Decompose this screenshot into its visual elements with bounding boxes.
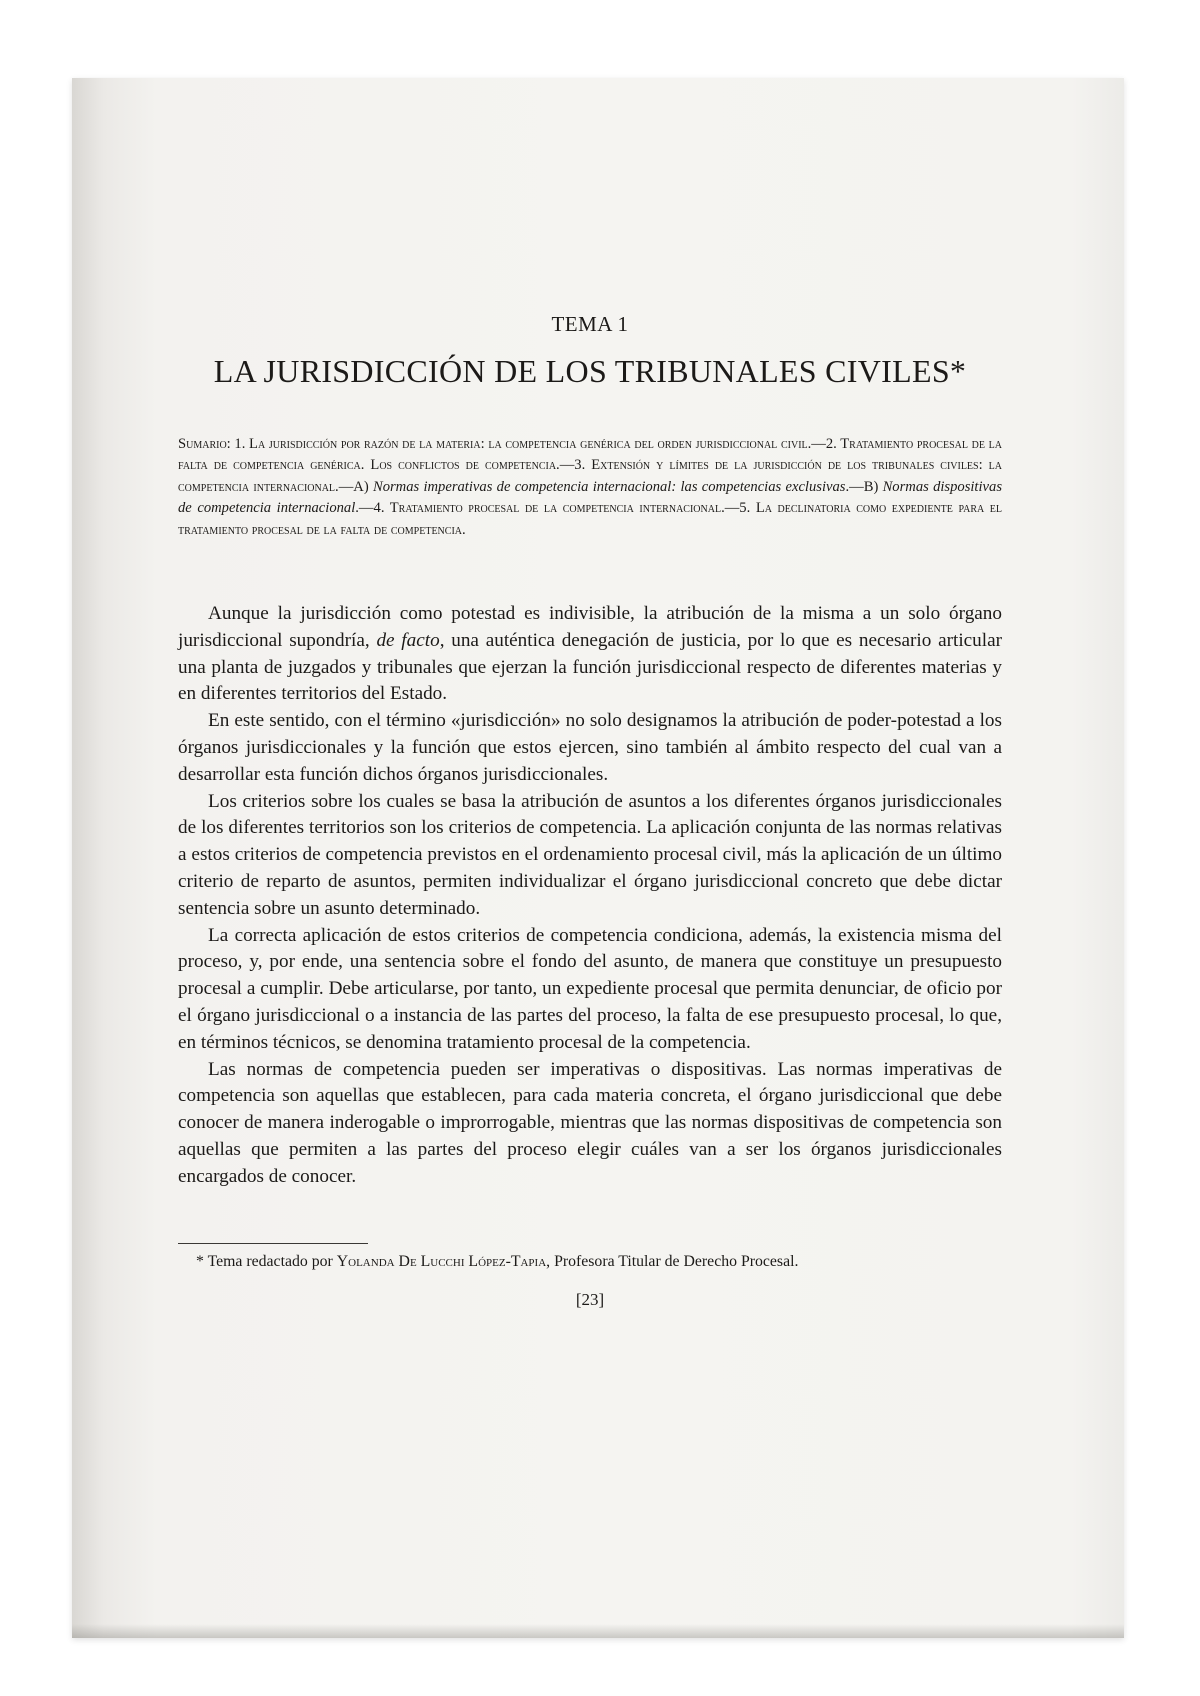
paragraph-1-text-b: , una auténtica denegación de justicia, por lo que es necesario articular una planta de juzgados y tribunales que ejerzan la función jurisdiccional respecto de diferentes materias y en diferentes territorios del Estado. xyxy=(178,629,1003,705)
footnote-marker: * xyxy=(196,1252,204,1270)
footnote xyxy=(178,1252,1002,1272)
paragraph-2: En este sentido, con el término «jurisdicción» no solo designamos la atribución de poder-potestad a los órganos jurisdiccionales y la función que estos ejercen, sino también al ámbito respecto del cual van a desarrollar esta función dichos órganos jurisdiccionales. xyxy=(178,710,1002,785)
paragraph-4: La correcta aplicación de estos criterios de competencia condiciona, además, la existencia misma del proceso, y, por ende, una sentencia sobre el fondo del asunto, de manera que constituye un presupuesto procesal a cumplir. Debe articularse, por tanto, un expediente procesal que permita denunciar, de oficio por el órgano jurisdiccional o a instancia de las partes del proceso, la falta de ese presupuesto procesal, lo que, en términos técnicos, se denomina tratamiento procesal de la competencia. xyxy=(178,924,1002,1053)
summary-text-2: .—B) xyxy=(845,478,883,495)
chapter-title: LA JURISDICCIÓN DE LOS TRIBUNALES CIVILES* xyxy=(213,353,967,389)
page-content xyxy=(178,312,1002,1310)
summary-block xyxy=(178,434,1002,541)
paragraph-1 xyxy=(178,601,1002,708)
footnote-author: Yolanda De Lucchi López-Tapia xyxy=(336,1252,547,1270)
body-text xyxy=(178,601,1002,1191)
footnote-divider xyxy=(178,1243,368,1244)
chapter-number: TEMA 1 xyxy=(551,312,629,336)
paragraph-5: Las normas de competencia pueden ser imperativas o dispositivas. Las normas imperativas de competencia son aquellas que establecen, para cada materia concreta, el órgano jurisdiccional que debe conocer de manera inderogable o improrrogable, mientras que las normas dispositivas de competencia son aquellas que permiten a las partes del proceso elegir cuáles van a ser los órganos jurisdiccionales encargados de conocer. xyxy=(178,1058,1002,1187)
summary-italic-2: Normas dispositivas de competencia internacional xyxy=(178,478,1002,517)
footnote-text-a: Tema redactado por xyxy=(203,1252,337,1270)
paragraph-1-italic: de facto xyxy=(376,629,440,651)
summary-text-3: .—4. Tratamiento procesal de la competencia internacional.—5. La declinatoria como expediente para el tratamiento procesal de la falta de competencia. xyxy=(178,500,1002,538)
summary-italic-1: Normas imperativas de competencia internacional: las competencias exclusivas xyxy=(372,478,846,495)
paragraph-3: Los criterios sobre los cuales se basa la atribución de asuntos a los diferentes órganos jurisdiccionales de los diferentes territorios son los criterios de competencia. La aplicación conjunta de las normas relativas a estos criterios de competencia previstos en el ordenamiento procesal civil, más la aplicación de un último criterio de reparto de asuntos, permiten individualizar el órgano jurisdiccional concreto que debe dictar sentencia sobre un asunto determinado. xyxy=(178,790,1002,919)
page-number: [23] xyxy=(575,1289,605,1309)
summary-text-1: 1. La jurisdicción por razón de la materia: la competencia genérica del orden jurisdiccional civil.—2. Tratamiento procesal de la falta de competencia genérica. Los conflictos de competencia.—3. Extensión y límites de la jurisdicción de los tribunales civiles: la competencia internacional.—A) xyxy=(178,436,1002,495)
summary-label: Sumario: xyxy=(178,436,231,452)
footnote-text-b: , Profesora Titular de Derecho Procesal. xyxy=(546,1252,799,1270)
book-page xyxy=(72,78,1124,1638)
paragraph-1-text-a: Aunque la jurisdicción como potestad es indivisible, la atribución de la misma a un solo órgano jurisdiccional supondría, xyxy=(178,603,1002,651)
